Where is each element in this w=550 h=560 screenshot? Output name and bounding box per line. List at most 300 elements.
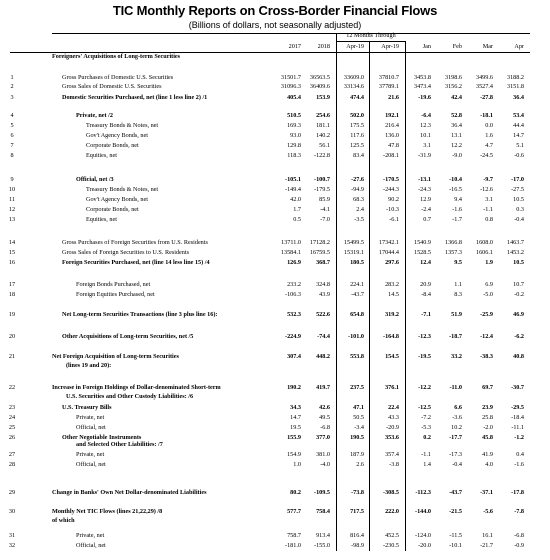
cell-col-6: 42.4 — [451, 94, 462, 101]
row-number: 15 — [8, 249, 16, 256]
cell-col-2: 368.7 — [316, 259, 330, 266]
row-label: Official, net — [76, 542, 106, 549]
cell-col-3: 224.1 — [350, 281, 364, 288]
cell-col-6: 8.3 — [454, 291, 462, 298]
cell-col-2: 49.5 — [319, 414, 330, 421]
row-number: 30 — [8, 508, 16, 515]
row-number: 29 — [8, 489, 16, 496]
cell-col-2: 36563.5 — [309, 74, 330, 81]
cell-col-3: 68.3 — [353, 196, 364, 203]
row-number: 31 — [8, 532, 16, 539]
cell-col-1: 13711.0 — [281, 239, 301, 246]
cell-col-8: -17.8 — [511, 489, 524, 496]
cell-col-5: -144.0 — [415, 508, 431, 515]
cell-col-7: 3527.4 — [475, 83, 493, 90]
cell-col-5: -19.5 — [418, 353, 431, 360]
row-label-line2: of which — [52, 517, 75, 524]
cell-col-7: -24.5 — [480, 152, 493, 159]
cell-col-5: 12.3 — [420, 122, 431, 129]
cell-col-1: 307.4 — [287, 353, 301, 360]
cell-col-6: -3.6 — [452, 414, 462, 421]
cell-col-5: -6.4 — [421, 112, 431, 119]
cell-col-2: 522.6 — [316, 311, 330, 318]
row-label: Net Long-term Securities Transactions (line 3 plus line 16): — [62, 311, 218, 318]
cell-col-4: -244.3 — [383, 186, 399, 193]
table-row — [0, 507, 550, 516]
cell-col-2: 419.7 — [316, 384, 330, 391]
row-label: Private, net /2 — [76, 112, 113, 119]
cell-col-7: 6.9 — [485, 281, 493, 288]
cell-col-2: 153.9 — [316, 94, 330, 101]
cell-col-4: -3.8 — [389, 461, 399, 468]
cell-col-1: 1.7 — [293, 206, 301, 213]
row-number: 25 — [8, 424, 16, 431]
cell-col-7: -38.3 — [480, 353, 493, 360]
cell-col-5: -1.1 — [421, 451, 431, 458]
table-row — [0, 352, 550, 361]
cell-col-1: -106.3 — [285, 291, 301, 298]
cell-col-8: -1.6 — [514, 461, 524, 468]
cell-col-1: 42.0 — [290, 196, 301, 203]
cell-col-8: -29.5 — [511, 404, 524, 411]
table-row-continuation — [0, 392, 550, 401]
cell-col-5: 3473.4 — [413, 83, 431, 90]
cell-col-4: -10.3 — [386, 206, 399, 213]
cell-col-5: 1528.5 — [413, 249, 431, 256]
cell-col-4: 192.1 — [385, 112, 399, 119]
cell-col-4: 136.0 — [385, 132, 399, 139]
cell-col-8: -7.8 — [514, 508, 524, 515]
table-row — [0, 258, 550, 267]
cell-col-3: -101.0 — [348, 333, 364, 340]
row-label: Equities, net — [86, 216, 117, 223]
cell-col-4: -164.8 — [383, 333, 399, 340]
table-row — [0, 93, 550, 102]
cell-col-6: 6.6 — [454, 404, 462, 411]
cell-col-6: -1.6 — [452, 206, 462, 213]
cell-col-4: 452.5 — [385, 532, 399, 539]
table-row — [0, 141, 550, 150]
column-header-1: 2017 — [288, 43, 301, 50]
row-label: Gross Purchases of Domestic U.S. Securities — [62, 74, 174, 81]
row-label: Gross Purchases of Foreign Securities from U.S. Residents — [62, 239, 208, 246]
cell-col-4: 14.5 — [388, 291, 399, 298]
cell-col-7: -25.9 — [480, 311, 493, 318]
row-number: 27 — [8, 451, 16, 458]
table-row — [0, 541, 550, 550]
cell-col-6: -17.7 — [449, 434, 462, 441]
cell-col-1: 93.0 — [290, 132, 301, 139]
cell-col-4: 357.4 — [385, 451, 399, 458]
cell-col-4: 21.6 — [388, 94, 399, 101]
table-row — [0, 460, 550, 469]
cell-col-6: 33.2 — [451, 353, 462, 360]
cell-col-1: 758.7 — [287, 532, 301, 539]
cell-col-3: 2.6 — [356, 461, 364, 468]
cell-col-8: 10.5 — [513, 196, 524, 203]
cell-col-7: -21.7 — [480, 542, 493, 549]
table-row — [0, 111, 550, 120]
cell-col-1: 405.4 — [287, 94, 301, 101]
cell-col-2: -4.0 — [320, 461, 330, 468]
cell-col-4: 353.6 — [385, 434, 399, 441]
cell-col-6: 10.2 — [451, 424, 462, 431]
row-number: 17 — [8, 281, 16, 288]
cell-col-1: 154.9 — [287, 451, 301, 458]
cell-col-8: 1463.7 — [506, 239, 524, 246]
cell-col-6: 51.9 — [451, 311, 462, 318]
cell-col-3: 15499.5 — [343, 239, 364, 246]
row-label-line2: (lines 19 and 20): — [66, 362, 112, 369]
cell-col-1: 126.9 — [287, 259, 301, 266]
cell-col-7: -18.1 — [480, 112, 493, 119]
cell-col-8: -17.0 — [511, 176, 524, 183]
cell-col-8: -0.2 — [514, 291, 524, 298]
table-row — [0, 413, 550, 422]
cell-col-7: -12.4 — [480, 333, 493, 340]
cell-col-8: 3151.8 — [506, 83, 524, 90]
cell-col-7: 3.1 — [485, 196, 493, 203]
row-label: Gross Sales of Foreign Securities to U.S. Residents — [62, 249, 190, 256]
cell-col-8: 40.8 — [513, 353, 524, 360]
cell-col-6: -16.5 — [449, 186, 462, 193]
cell-col-7: -2.0 — [483, 424, 493, 431]
cell-col-3: 502.0 — [350, 112, 364, 119]
table-row — [0, 248, 550, 257]
cell-col-6: 9.5 — [454, 259, 462, 266]
cell-col-1: 190.2 — [287, 384, 301, 391]
cell-col-6: 1.1 — [454, 281, 462, 288]
row-number: 16 — [8, 259, 16, 266]
cell-col-7: 4.7 — [485, 142, 493, 149]
cell-col-4: 22.4 — [388, 404, 399, 411]
cell-col-3: 15319.1 — [343, 249, 364, 256]
row-label: U.S. Treasury Bills — [62, 404, 112, 411]
cell-col-1: 13584.1 — [280, 249, 301, 256]
row-number: 14 — [8, 239, 16, 246]
cell-col-2: -6.8 — [320, 424, 330, 431]
row-label: Gov't Agency Bonds, net — [86, 132, 148, 139]
cell-col-3: 33134.6 — [343, 83, 364, 90]
table-row — [0, 450, 550, 459]
cell-col-4: -230.5 — [383, 542, 399, 549]
cell-col-1: 31501.7 — [280, 74, 301, 81]
cell-col-2: -155.0 — [314, 542, 330, 549]
cell-col-6: 9.4 — [454, 196, 462, 203]
cell-col-2: -7.0 — [320, 216, 330, 223]
cell-col-5: -31.9 — [418, 152, 431, 159]
cell-col-5: 12.9 — [420, 196, 431, 203]
cell-col-8: 44.4 — [513, 122, 524, 129]
cell-col-1: 510.5 — [287, 112, 301, 119]
cell-col-2: 17128.2 — [309, 239, 330, 246]
cell-col-1: 129.8 — [287, 142, 301, 149]
cell-col-6: -17.3 — [449, 451, 462, 458]
cell-col-8: -11.1 — [511, 424, 524, 431]
row-number: 22 — [8, 384, 16, 391]
cell-col-7: 69.7 — [482, 384, 493, 391]
row-label: Private, net — [76, 532, 105, 539]
cell-col-3: 2.4 — [356, 206, 364, 213]
cell-col-4: 17044.4 — [378, 249, 399, 256]
cell-col-3: -98.9 — [351, 542, 364, 549]
cell-col-6: 1366.8 — [444, 239, 462, 246]
column-header-7: Mar — [482, 43, 493, 50]
cell-col-6: -9.0 — [452, 152, 462, 159]
cell-col-7: -27.8 — [480, 94, 493, 101]
cell-col-1: 155.9 — [287, 434, 301, 441]
cell-col-5: 0.2 — [423, 434, 431, 441]
cell-col-3: 190.5 — [350, 434, 364, 441]
cell-col-3: 117.6 — [350, 132, 364, 139]
row-label: Domestic Securities Purchased, net (line 1 less line 2) /1 — [62, 94, 208, 101]
cell-col-7: 1.6 — [485, 132, 493, 139]
row-number: 23 — [8, 404, 16, 411]
cell-col-3: 654.8 — [350, 311, 364, 318]
cell-col-7: 16.1 — [482, 532, 493, 539]
cell-col-5: 20.9 — [420, 281, 431, 288]
cell-col-8: -0.9 — [514, 542, 524, 549]
cell-col-4: 37789.1 — [378, 83, 399, 90]
cell-col-4: 47.8 — [388, 142, 399, 149]
row-label-line2: U.S. Securities and Other Custody Liabilities: /6 — [66, 393, 194, 400]
cell-col-7: 3499.6 — [475, 74, 493, 81]
cell-col-6: 52.8 — [451, 112, 462, 119]
cell-col-3: -3.5 — [354, 216, 364, 223]
cell-col-5: -7.1 — [421, 311, 431, 318]
header-top-rule — [52, 33, 530, 34]
row-label: Equities, net — [86, 152, 117, 159]
cell-col-8: 36.4 — [513, 94, 524, 101]
cell-col-5: -7.2 — [421, 414, 431, 421]
cell-col-8: 0.3 — [516, 206, 524, 213]
cell-col-4: 319.2 — [385, 311, 399, 318]
cell-col-8: -18.4 — [511, 414, 524, 421]
cell-col-3: -94.9 — [351, 186, 364, 193]
cell-col-4: 216.4 — [385, 122, 399, 129]
cell-col-2: -109.5 — [314, 489, 330, 496]
table-row — [0, 332, 550, 341]
cell-col-2: 36409.6 — [309, 83, 330, 90]
cell-col-7: 25.8 — [482, 414, 493, 421]
row-number: 3 — [10, 94, 14, 101]
cell-col-7: 4.0 — [485, 461, 493, 468]
cell-col-5: -20.0 — [418, 542, 431, 549]
cell-col-2: -179.5 — [314, 186, 330, 193]
cell-col-4: -308.5 — [383, 489, 399, 496]
row-label: Monthly Net TIC Flows (lines 21,22,29) /8 — [52, 508, 163, 515]
cell-col-6: -43.7 — [449, 489, 462, 496]
cell-col-8: -0.6 — [514, 152, 524, 159]
cell-col-4: -20.9 — [386, 424, 399, 431]
cell-col-3: 717.5 — [350, 508, 364, 515]
row-label: Net Foreign Acquisition of Long-term Securities — [52, 353, 179, 360]
cell-col-5: 3453.8 — [413, 74, 431, 81]
row-number: 19 — [8, 311, 16, 318]
row-label: Foreign Equities Purchased, net — [76, 291, 155, 298]
cell-col-1: -224.9 — [285, 333, 301, 340]
cell-col-1: 233.2 — [287, 281, 301, 288]
cell-col-3: 187.9 — [350, 451, 364, 458]
cell-col-6: -18.7 — [449, 333, 462, 340]
cell-col-1: 0.5 — [293, 216, 301, 223]
cell-col-8: 3188.2 — [506, 74, 524, 81]
table-row — [0, 175, 550, 184]
cell-col-2: 43.9 — [319, 291, 330, 298]
cell-col-3: -73.8 — [351, 489, 364, 496]
row-number: 32 — [8, 542, 16, 549]
cell-col-3: 816.4 — [350, 532, 364, 539]
cell-col-6: -1.7 — [452, 216, 462, 223]
cell-col-2: 377.0 — [316, 434, 330, 441]
cell-col-8: 0.4 — [516, 451, 524, 458]
table-row — [0, 488, 550, 497]
cell-col-5: 3.1 — [423, 142, 431, 149]
cell-col-7: 23.9 — [482, 404, 493, 411]
row-number: 8 — [10, 152, 14, 159]
row-number: 11 — [9, 196, 15, 203]
cell-col-2: 448.2 — [316, 353, 330, 360]
cell-col-7: 41.9 — [482, 451, 493, 458]
row-label: Increase in Foreign Holdings of Dollar-denominated Short-term — [52, 384, 221, 391]
cell-col-3: 474.4 — [350, 94, 364, 101]
table-row — [0, 185, 550, 194]
table-row — [0, 82, 550, 91]
cell-col-2: 381.0 — [316, 451, 330, 458]
cell-col-7: 0.0 — [485, 122, 493, 129]
cell-col-7: -12.6 — [480, 186, 493, 193]
row-label: Other Negotiable Instruments — [62, 434, 142, 441]
cell-col-4: 297.6 — [385, 259, 399, 266]
table-row — [0, 383, 550, 392]
table-row-continuation — [0, 516, 550, 525]
cell-col-8: 10.5 — [513, 259, 524, 266]
section-label — [0, 52, 550, 61]
row-label: Official, net — [76, 461, 106, 468]
cell-col-4: 17342.1 — [378, 239, 399, 246]
cell-col-5: -12.5 — [418, 404, 431, 411]
cell-col-5: -112.3 — [415, 489, 431, 496]
cell-col-1: -149.4 — [285, 186, 301, 193]
cell-col-3: 50.5 — [353, 414, 364, 421]
cell-col-7: 0.8 — [485, 216, 493, 223]
cell-col-7: -1.1 — [483, 206, 493, 213]
table-row — [0, 195, 550, 204]
cell-col-3: 175.5 — [350, 122, 364, 129]
cell-col-2: -122.8 — [314, 152, 330, 159]
row-number: 12 — [8, 206, 16, 213]
cell-col-1: 1.0 — [293, 461, 301, 468]
row-label: Foreign Bonds Purchased, net — [76, 281, 151, 288]
cell-col-3: 125.5 — [350, 142, 364, 149]
cell-col-3: -43.7 — [351, 291, 364, 298]
row-label: Corporate Bonds, net — [86, 206, 139, 213]
row-label: Other Acquisitions of Long-term Securities, net /5 — [62, 333, 194, 340]
cell-col-4: -208.1 — [383, 152, 399, 159]
column-header-3: Apr-19 — [346, 43, 364, 50]
row-label: Private, net — [76, 451, 105, 458]
cell-col-8: 14.7 — [513, 132, 524, 139]
row-number: 24 — [8, 414, 16, 421]
cell-col-1: 532.3 — [287, 311, 301, 318]
cell-col-2: 758.4 — [316, 508, 330, 515]
column-header-8: Apr — [514, 43, 524, 50]
table-row — [0, 73, 550, 82]
cell-col-1: 31096.3 — [280, 83, 301, 90]
cell-col-3: 33609.0 — [343, 74, 364, 81]
cell-col-8: 5.1 — [516, 142, 524, 149]
cell-col-2: 56.1 — [319, 142, 330, 149]
cell-col-3: 47.1 — [353, 404, 364, 411]
table-row — [0, 131, 550, 140]
cell-col-4: 376.1 — [385, 384, 399, 391]
section-label-text: Foreigners' Acquisitions of Long-term Securities — [52, 53, 181, 60]
column-header-5: Jan — [422, 43, 431, 50]
cell-col-2: 324.8 — [316, 281, 330, 288]
cell-col-2: 254.6 — [316, 112, 330, 119]
cell-col-6: -10.4 — [449, 176, 462, 183]
cell-col-5: -12.3 — [418, 333, 431, 340]
cell-col-6: -10.1 — [449, 542, 462, 549]
table-row — [0, 215, 550, 224]
cell-col-6: 3198.6 — [444, 74, 462, 81]
cell-col-8: -6.8 — [514, 532, 524, 539]
cell-col-7: 45.8 — [482, 434, 493, 441]
cell-col-3: 553.8 — [350, 353, 364, 360]
report-title: TIC Monthly Reports on Cross-Border Financial Flows — [112, 3, 438, 18]
cell-col-6: 1357.3 — [444, 249, 462, 256]
cell-col-6: -21.5 — [449, 508, 462, 515]
cell-col-4: 283.2 — [385, 281, 399, 288]
cell-col-8: -1.2 — [514, 434, 524, 441]
cell-col-5: -5.3 — [421, 424, 431, 431]
table-row — [0, 403, 550, 412]
table-row — [0, 205, 550, 214]
cell-col-7: 1606.1 — [475, 249, 493, 256]
cell-col-1: 577.7 — [287, 508, 301, 515]
cell-col-7: -9.7 — [483, 176, 493, 183]
cell-col-5: 1.4 — [423, 461, 431, 468]
row-label: Treasury Bonds & Notes, net — [86, 186, 159, 193]
cell-col-5: 1540.9 — [413, 239, 431, 246]
cell-col-1: -181.0 — [285, 542, 301, 549]
row-label: Private, net — [76, 414, 105, 421]
cell-col-1: 34.3 — [290, 404, 301, 411]
row-number: 10 — [8, 186, 16, 193]
cell-col-2: 140.2 — [316, 132, 330, 139]
row-label: Treasury Bonds & Notes, net — [86, 122, 159, 129]
cell-col-7: 1.9 — [485, 259, 493, 266]
cell-col-2: 181.1 — [316, 122, 330, 129]
cell-col-7: -5.0 — [483, 291, 493, 298]
row-number: 2 — [10, 83, 14, 90]
row-number: 1 — [10, 74, 14, 81]
column-header-4: Apr-19 — [381, 43, 399, 50]
cell-col-8: -6.2 — [514, 333, 524, 340]
cell-col-2: -74.4 — [317, 333, 330, 340]
table-row — [0, 121, 550, 130]
months-through-rule — [336, 41, 406, 42]
row-number: 5 — [10, 122, 14, 129]
cell-col-4: 43.3 — [388, 414, 399, 421]
cell-col-6: -0.4 — [452, 461, 462, 468]
row-number: 13 — [8, 216, 16, 223]
row-number: 6 — [10, 132, 14, 139]
cell-col-4: 37810.7 — [378, 74, 399, 81]
cell-col-3: 180.5 — [350, 259, 364, 266]
cell-col-5: 10.1 — [420, 132, 431, 139]
cell-col-3: 83.4 — [353, 152, 364, 159]
